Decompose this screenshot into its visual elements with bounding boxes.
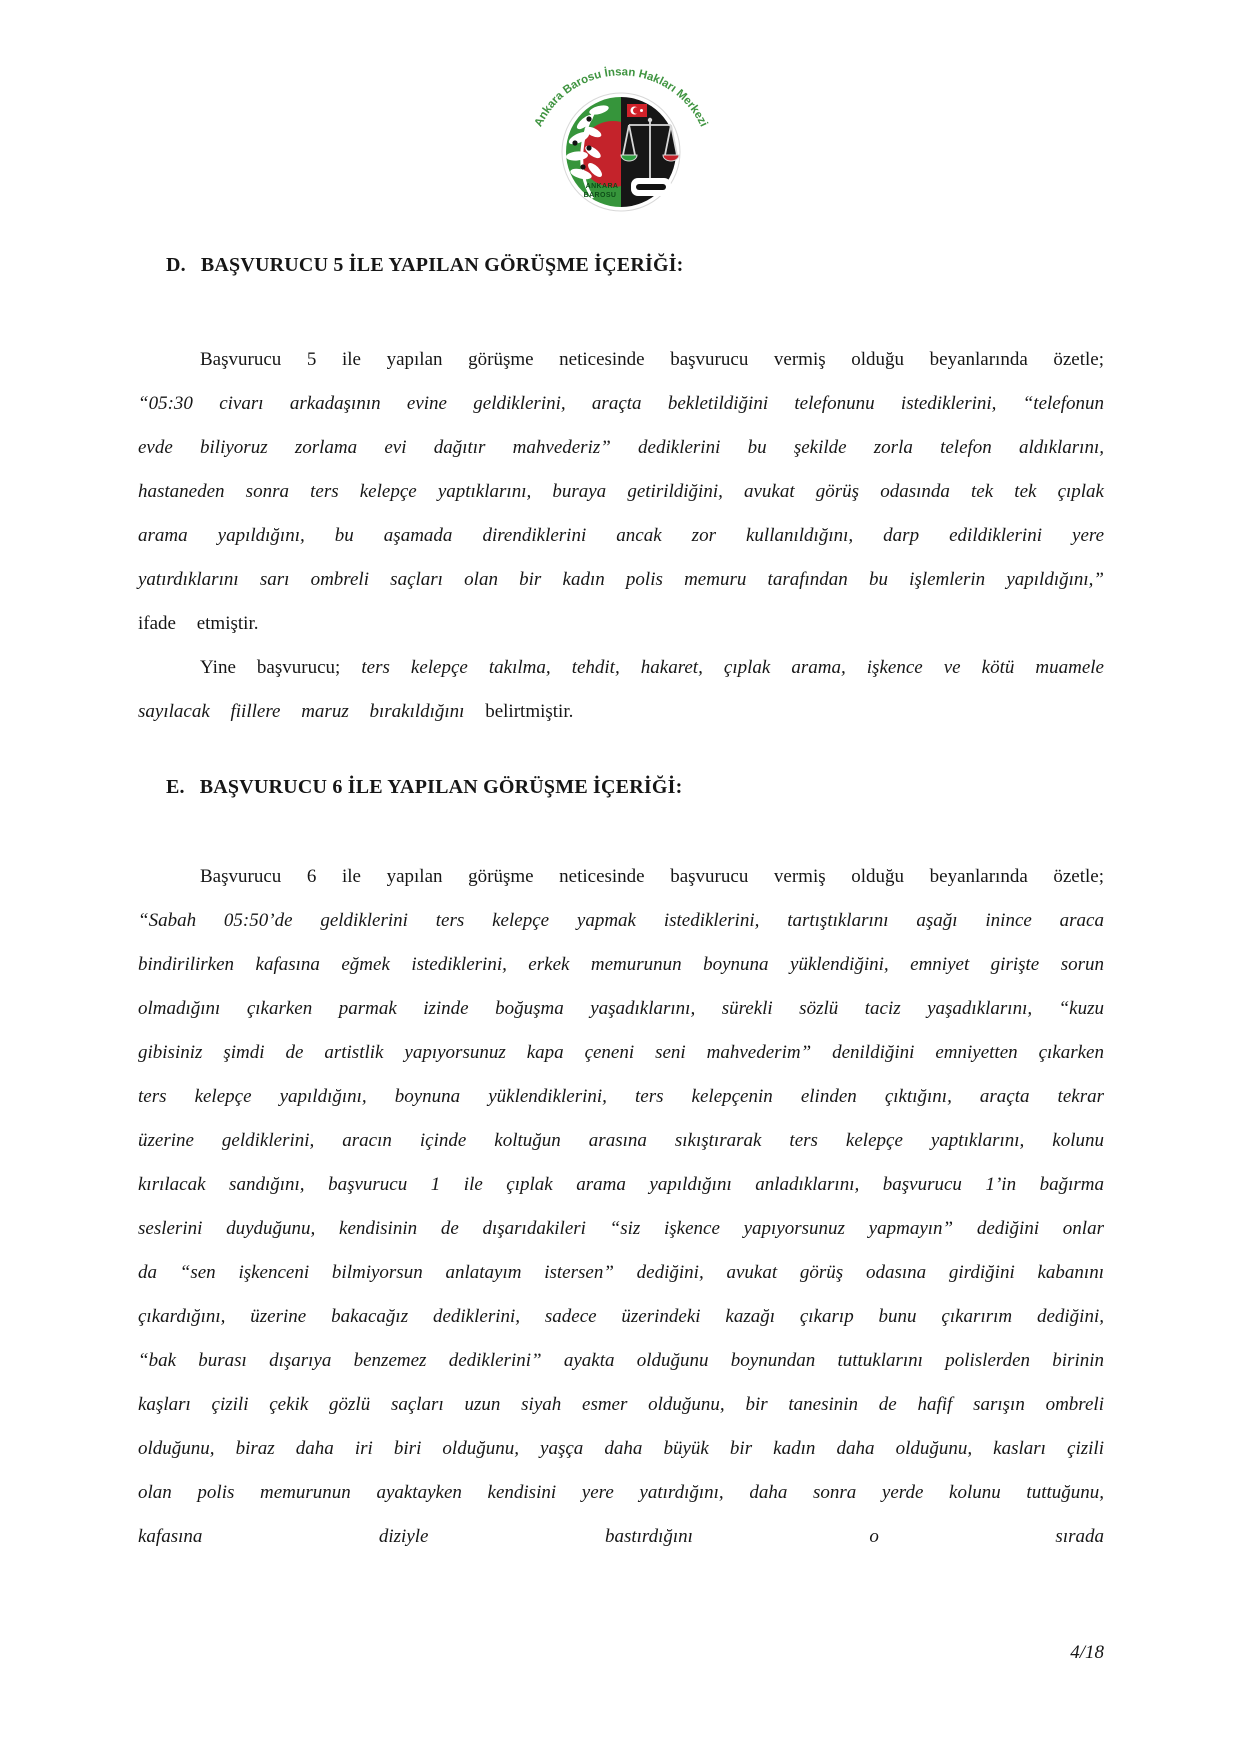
document-content: [138, 0, 1104, 1559]
quoted-statement: “05:30 civarı arkadaşının evine geldiklerini, araçta bekletildiğini telefonunu istediklerini, “telefonun evde biliyoruz zorlama evi dağıtır mahvederiz” dediklerini bu şekilde zorla telefon aldıklarını, hastaneden sonra ters kelepçe yaptıklarını, buraya getirildiğini, avukat görüş odasında tek tek çıplak arama yapıldığını, bu aşamada direndiklerini ancak zor kullanıldığını, darp edildiklerini yere yatırdıklarını sarı ombreli saçları olan bir kadın polis memuru tarafından bu işlemlerin yapıldığını,”: [138, 393, 1104, 590]
text-segment: Yine başvurucu;: [200, 657, 362, 678]
section-d-paragraph-2: [138, 646, 1104, 734]
section-e-paragraph-1: [138, 855, 1104, 1559]
logo-bottom-text-line2: BAROSU: [583, 192, 616, 199]
text-segment: Başvurucu 5 ile yapılan görüşme neticesinde başvurucu vermiş olduğu beyanlarında özetle;: [200, 349, 1104, 370]
section-d-paragraph-1: [138, 338, 1104, 646]
logo-bottom-text-line1: ANKARA: [585, 183, 618, 190]
section-d-title: BAŞVURUCU 5 İLE YAPILAN GÖRÜŞME İÇERİĞİ:: [200, 254, 684, 276]
text-segment: Başvurucu 6 ile yapılan görüşme neticesinde başvurucu vermiş olduğu beyanlarında özetle;: [200, 866, 1104, 887]
page-number: 4/18: [1070, 1642, 1104, 1663]
logo-arc-text: Ankara Barosu İnsan Hakları Merkezi: [532, 66, 709, 129]
quoted-statement: ters kelepçe takılma, tehdit, hakaret, çıplak arama, işkence ve kötü muamele sayılacak fiillere maruz bırakıldığını: [138, 657, 1104, 722]
section-d-heading: [166, 0, 1104, 278]
quoted-statement: “Sabah 05:50’de geldiklerini ters kelepçe yapmak istediklerini, tartıştıklarını aşağı inince araca bindirilirken kafasına eğmek istediklerini, erkek memurunun boynuna yüklendiğini, emniyet girişte sorun olmadığını çıkarken parmak izinde boğuşma yaşadıklarını, sürekli sözlü taciz yaşadıklarını, “kuzu gibisiniz şimdi de artistlik yapıyorsunuz kapa çeneni seni mahvederim” denildiğini emniyetten çıkarken ters kelepçe yapıldığını, boynuna yüklendiklerini, ters kelepçenin elinden çıktığını, araçta tekrar üzerine geldiklerini, aracın içinde koltuğun arasına sıkıştırarak ters kelepçe yaptıklarını, kolunu kırılacak sandığını, başvurucu 1 ile çıplak arama yapıldığını anladıklarını, başvurucu 1’in bağırma seslerini duyduğunu, kendisinin de dışarıdakileri “siz işkence yapıyorsunuz yapmayın” dediğini onlar da “sen işkenceni bilmiyorsun anlatayım istersen” dediğini, avukat görüş odasına girdiğini kabanını çıkardığını, üzerine bakacağız dediklerini, sadece üzerindeki kazağı çıkarıp bunu çıkarırım dediğini, “bak burası dışarıya benzemez dediklerini” ayakta olduğunu boynundan tuttuklarını polislerden birinin kaşları çizili çekik gözlü saçları uzun siyah esmer olduğunu, bir tanesinin de hafif sarışın ombreli olduğunu, biraz daha iri biri olduğunu, yaşça daha büyük bir kadın daha olduğunu, kasları çizili olan polis memurunun ayaktayken kendisini yere yatırdığını, daha sonra yerde kolunu tuttuğunu, kafasına diziyle bastırdığını o sırada: [138, 910, 1104, 1547]
section-e-heading: [166, 774, 1104, 800]
section-d-label: D.: [166, 254, 186, 276]
section-e-label: E.: [166, 776, 185, 798]
text-segment: ifade etmiştir.: [138, 613, 259, 634]
section-e-title: BAŞVURUCU 6 İLE YAPILAN GÖRÜŞME İÇERİĞİ:: [199, 776, 683, 798]
text-segment: belirtmiştir.: [485, 701, 574, 722]
